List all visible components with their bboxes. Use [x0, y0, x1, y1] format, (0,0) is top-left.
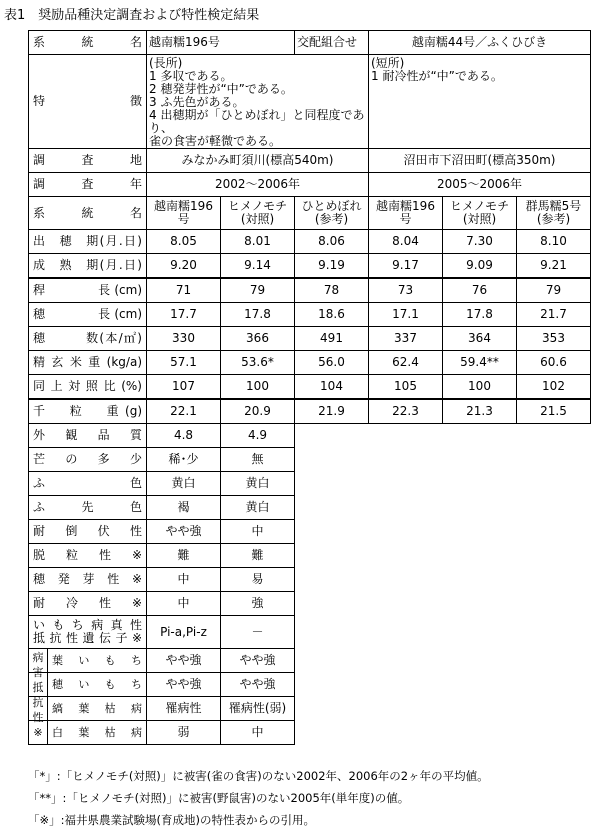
disease-value-b: 中	[221, 721, 295, 745]
row-value: 9.14	[221, 254, 295, 279]
row-value: 73	[369, 278, 443, 303]
trait-value-a: やや強	[147, 520, 221, 544]
trait-value-b: 強	[221, 592, 295, 616]
data-row	[29, 399, 591, 424]
blank-cell	[295, 649, 591, 673]
data-row	[29, 230, 591, 254]
trait-row	[29, 520, 591, 544]
data-row	[29, 327, 591, 351]
trait-value-a: 中	[147, 568, 221, 592]
footnote: 「**」:「ヒメノモチ(対照)」に被害(野鼠害)のない2005年(単年度)の値。	[28, 791, 410, 805]
blank-cell	[295, 520, 591, 544]
trait-value-a: 中	[147, 592, 221, 616]
row-label: 千 粒 重(g)	[29, 399, 147, 424]
row-value: 71	[147, 278, 221, 303]
blank-cell	[295, 697, 591, 721]
trait-value-b: 4.9	[221, 424, 295, 448]
blank-cell	[295, 496, 591, 520]
disease-label-cell	[29, 697, 147, 721]
disease-label: 穂 い も ち	[47, 673, 146, 696]
row-value: 107	[147, 375, 221, 400]
data-row	[29, 254, 591, 279]
row-value: 17.7	[147, 303, 221, 327]
cross-value: 越南糯44号／ふくひびき	[369, 31, 591, 55]
trait-value-b: 黄白	[221, 472, 295, 496]
blank-cell	[295, 472, 591, 496]
row-value: 102	[517, 375, 591, 400]
row-value: 8.05	[147, 230, 221, 254]
disease-label: 白 葉 枯 病	[47, 721, 146, 744]
year-label: 調 査 年	[29, 173, 147, 197]
trait-value-a: 4.8	[147, 424, 221, 448]
trait-row	[29, 592, 591, 616]
site-a: みなかみ町須川(標高540m)	[147, 149, 369, 173]
cross-label: 交配組合せ	[295, 31, 369, 55]
footnotes	[28, 765, 489, 831]
row-value: 17.1	[369, 303, 443, 327]
col-header: ヒメノモチ (対照)	[221, 197, 295, 230]
row-value: 364	[443, 327, 517, 351]
row-value: 100	[443, 375, 517, 400]
disease-value-a: やや強	[147, 649, 221, 673]
trait-value-b: 無	[221, 448, 295, 472]
disease-row	[29, 673, 591, 697]
trait-label: 穂 発 芽 性 ※	[29, 568, 147, 592]
row-value: 491	[295, 327, 369, 351]
blank-cell	[295, 721, 591, 745]
table-title: 表1 奨励品種決定調査および特性検定結果	[4, 8, 260, 23]
trait-value-b: 難	[221, 544, 295, 568]
row-value: 100	[221, 375, 295, 400]
row-value: 353	[517, 327, 591, 351]
results-table	[28, 30, 591, 745]
row-value: 22.1	[147, 399, 221, 424]
col-header: 越南糯196号	[369, 197, 443, 230]
trait-row	[29, 544, 591, 568]
disease-label-cell	[29, 721, 147, 745]
trait-value-b: －	[221, 616, 295, 649]
row-value: 104	[295, 375, 369, 400]
col-header: ひとめぼれ (参考)	[295, 197, 369, 230]
trait-row	[29, 448, 591, 472]
row-value: 8.10	[517, 230, 591, 254]
disease-label: 葉 い も ち	[47, 649, 146, 672]
row-value: 20.9	[221, 399, 295, 424]
disease-value-b: 罹病性(弱)	[221, 697, 295, 721]
trait-value-a: 褐	[147, 496, 221, 520]
row-value: 56.0	[295, 351, 369, 375]
lineage-label: 系 統 名	[29, 31, 147, 55]
footnote: 「※」:福井県農業試験場(育成地)の特性表からの引用。	[28, 813, 315, 827]
row-value: 17.8	[443, 303, 517, 327]
row-value: 78	[295, 278, 369, 303]
row-value: 53.6*	[221, 351, 295, 375]
feature-label: 特 徴	[29, 55, 147, 149]
trait-label: いもち病真性 抵抗性遺伝子※	[29, 616, 147, 649]
trait-value-b: 易	[221, 568, 295, 592]
row-value: 9.17	[369, 254, 443, 279]
blank-cell	[295, 592, 591, 616]
disease-row	[29, 697, 591, 721]
col-header: 群馬糯5号 (参考)	[517, 197, 591, 230]
row-label: 出 穂 期(月.日)	[29, 230, 147, 254]
disease-value-a: 弱	[147, 721, 221, 745]
row-value: 8.06	[295, 230, 369, 254]
data-row	[29, 351, 591, 375]
trait-label: 耐 倒 伏 性	[29, 520, 147, 544]
trait-value-b: 中	[221, 520, 295, 544]
trait-value-b: 黄白	[221, 496, 295, 520]
row-value: 330	[147, 327, 221, 351]
row-value: 8.01	[221, 230, 295, 254]
trait-row	[29, 568, 591, 592]
row-label: 成 熟 期(月.日)	[29, 254, 147, 279]
disease-group-label: 病害抵抗性※	[32, 651, 44, 739]
trait-row	[29, 472, 591, 496]
disease-value-b: やや強	[221, 673, 295, 697]
blank-cell	[295, 448, 591, 472]
lineage-value: 越南糯196号	[147, 31, 295, 55]
disease-row	[29, 649, 591, 673]
disease-row	[29, 721, 591, 745]
trait-label: 脱 粒 性 ※	[29, 544, 147, 568]
row-label: 精玄米重(kg/a)	[29, 351, 147, 375]
row-value: 337	[369, 327, 443, 351]
trait-label: 芒 の 多 少	[29, 448, 147, 472]
columns-label: 系 統 名	[29, 197, 147, 230]
data-row	[29, 375, 591, 400]
row-value: 62.4	[369, 351, 443, 375]
row-value: 22.3	[369, 399, 443, 424]
row-value: 76	[443, 278, 517, 303]
disease-value-a: 罹病性	[147, 697, 221, 721]
row-label: 穂 数(本/㎡)	[29, 327, 147, 351]
row-value: 9.09	[443, 254, 517, 279]
row-value: 57.1	[147, 351, 221, 375]
disease-value-a: やや強	[147, 673, 221, 697]
row-label: 穂 長(cm)	[29, 303, 147, 327]
trait-row	[29, 424, 591, 448]
trait-label: ふ 色	[29, 472, 147, 496]
trait-value-a: 難	[147, 544, 221, 568]
trait-label: 外 観 品 質	[29, 424, 147, 448]
row-value: 9.19	[295, 254, 369, 279]
site-b: 沼田市下沼田町(標高350m)	[369, 149, 591, 173]
trait-value-a: Pi-a,Pi-z	[147, 616, 221, 649]
site-label: 調 査 地	[29, 149, 147, 173]
blank-cell	[295, 616, 591, 649]
blank-cell	[295, 568, 591, 592]
year-b: 2005～2006年	[369, 173, 591, 197]
row-label: 同上対照比(%)	[29, 375, 147, 400]
row-value: 21.9	[295, 399, 369, 424]
row-value: 366	[221, 327, 295, 351]
row-value: 59.4**	[443, 351, 517, 375]
row-value: 9.21	[517, 254, 591, 279]
col-header: 越南糯196号	[147, 197, 221, 230]
blank-cell	[295, 424, 591, 448]
row-value: 7.30	[443, 230, 517, 254]
trait-row	[29, 496, 591, 520]
trait-value-a: 黄白	[147, 472, 221, 496]
col-header: ヒメノモチ (対照)	[443, 197, 517, 230]
data-row	[29, 303, 591, 327]
row-value: 21.3	[443, 399, 517, 424]
row-value: 79	[517, 278, 591, 303]
disease-label-cell	[29, 673, 147, 697]
disease-value-b: やや強	[221, 649, 295, 673]
row-label: 稈 長(cm)	[29, 278, 147, 303]
row-value: 18.6	[295, 303, 369, 327]
trait-row	[29, 616, 591, 649]
row-value: 21.5	[517, 399, 591, 424]
year-a: 2002～2006年	[147, 173, 369, 197]
row-value: 79	[221, 278, 295, 303]
row-value: 105	[369, 375, 443, 400]
row-value: 9.20	[147, 254, 221, 279]
trait-label: 耐 冷 性 ※	[29, 592, 147, 616]
data-row	[29, 278, 591, 303]
row-value: 60.6	[517, 351, 591, 375]
row-value: 21.7	[517, 303, 591, 327]
blank-cell	[295, 544, 591, 568]
trait-label: ふ 先 色	[29, 496, 147, 520]
disease-label: 縞 葉 枯 病	[47, 697, 146, 720]
row-value: 8.04	[369, 230, 443, 254]
pros-text: (長所) 1 多収である。 2 穂発芽性が“中”である。 3 ふ先色がある。 4 出穂期が「ひとめぼれ」と同程度であり、 雀の食害が軽微である。	[147, 55, 369, 149]
footnote: 「*」:「ヒメノモチ(対照)」に被害(雀の食害)のない2002年、2006年の2ヶ年の平均値。	[28, 769, 489, 783]
trait-value-a: 稀･少	[147, 448, 221, 472]
row-value: 17.8	[221, 303, 295, 327]
cons-text: (短所) 1 耐冷性が“中”である。	[369, 55, 591, 149]
blank-cell	[295, 673, 591, 697]
